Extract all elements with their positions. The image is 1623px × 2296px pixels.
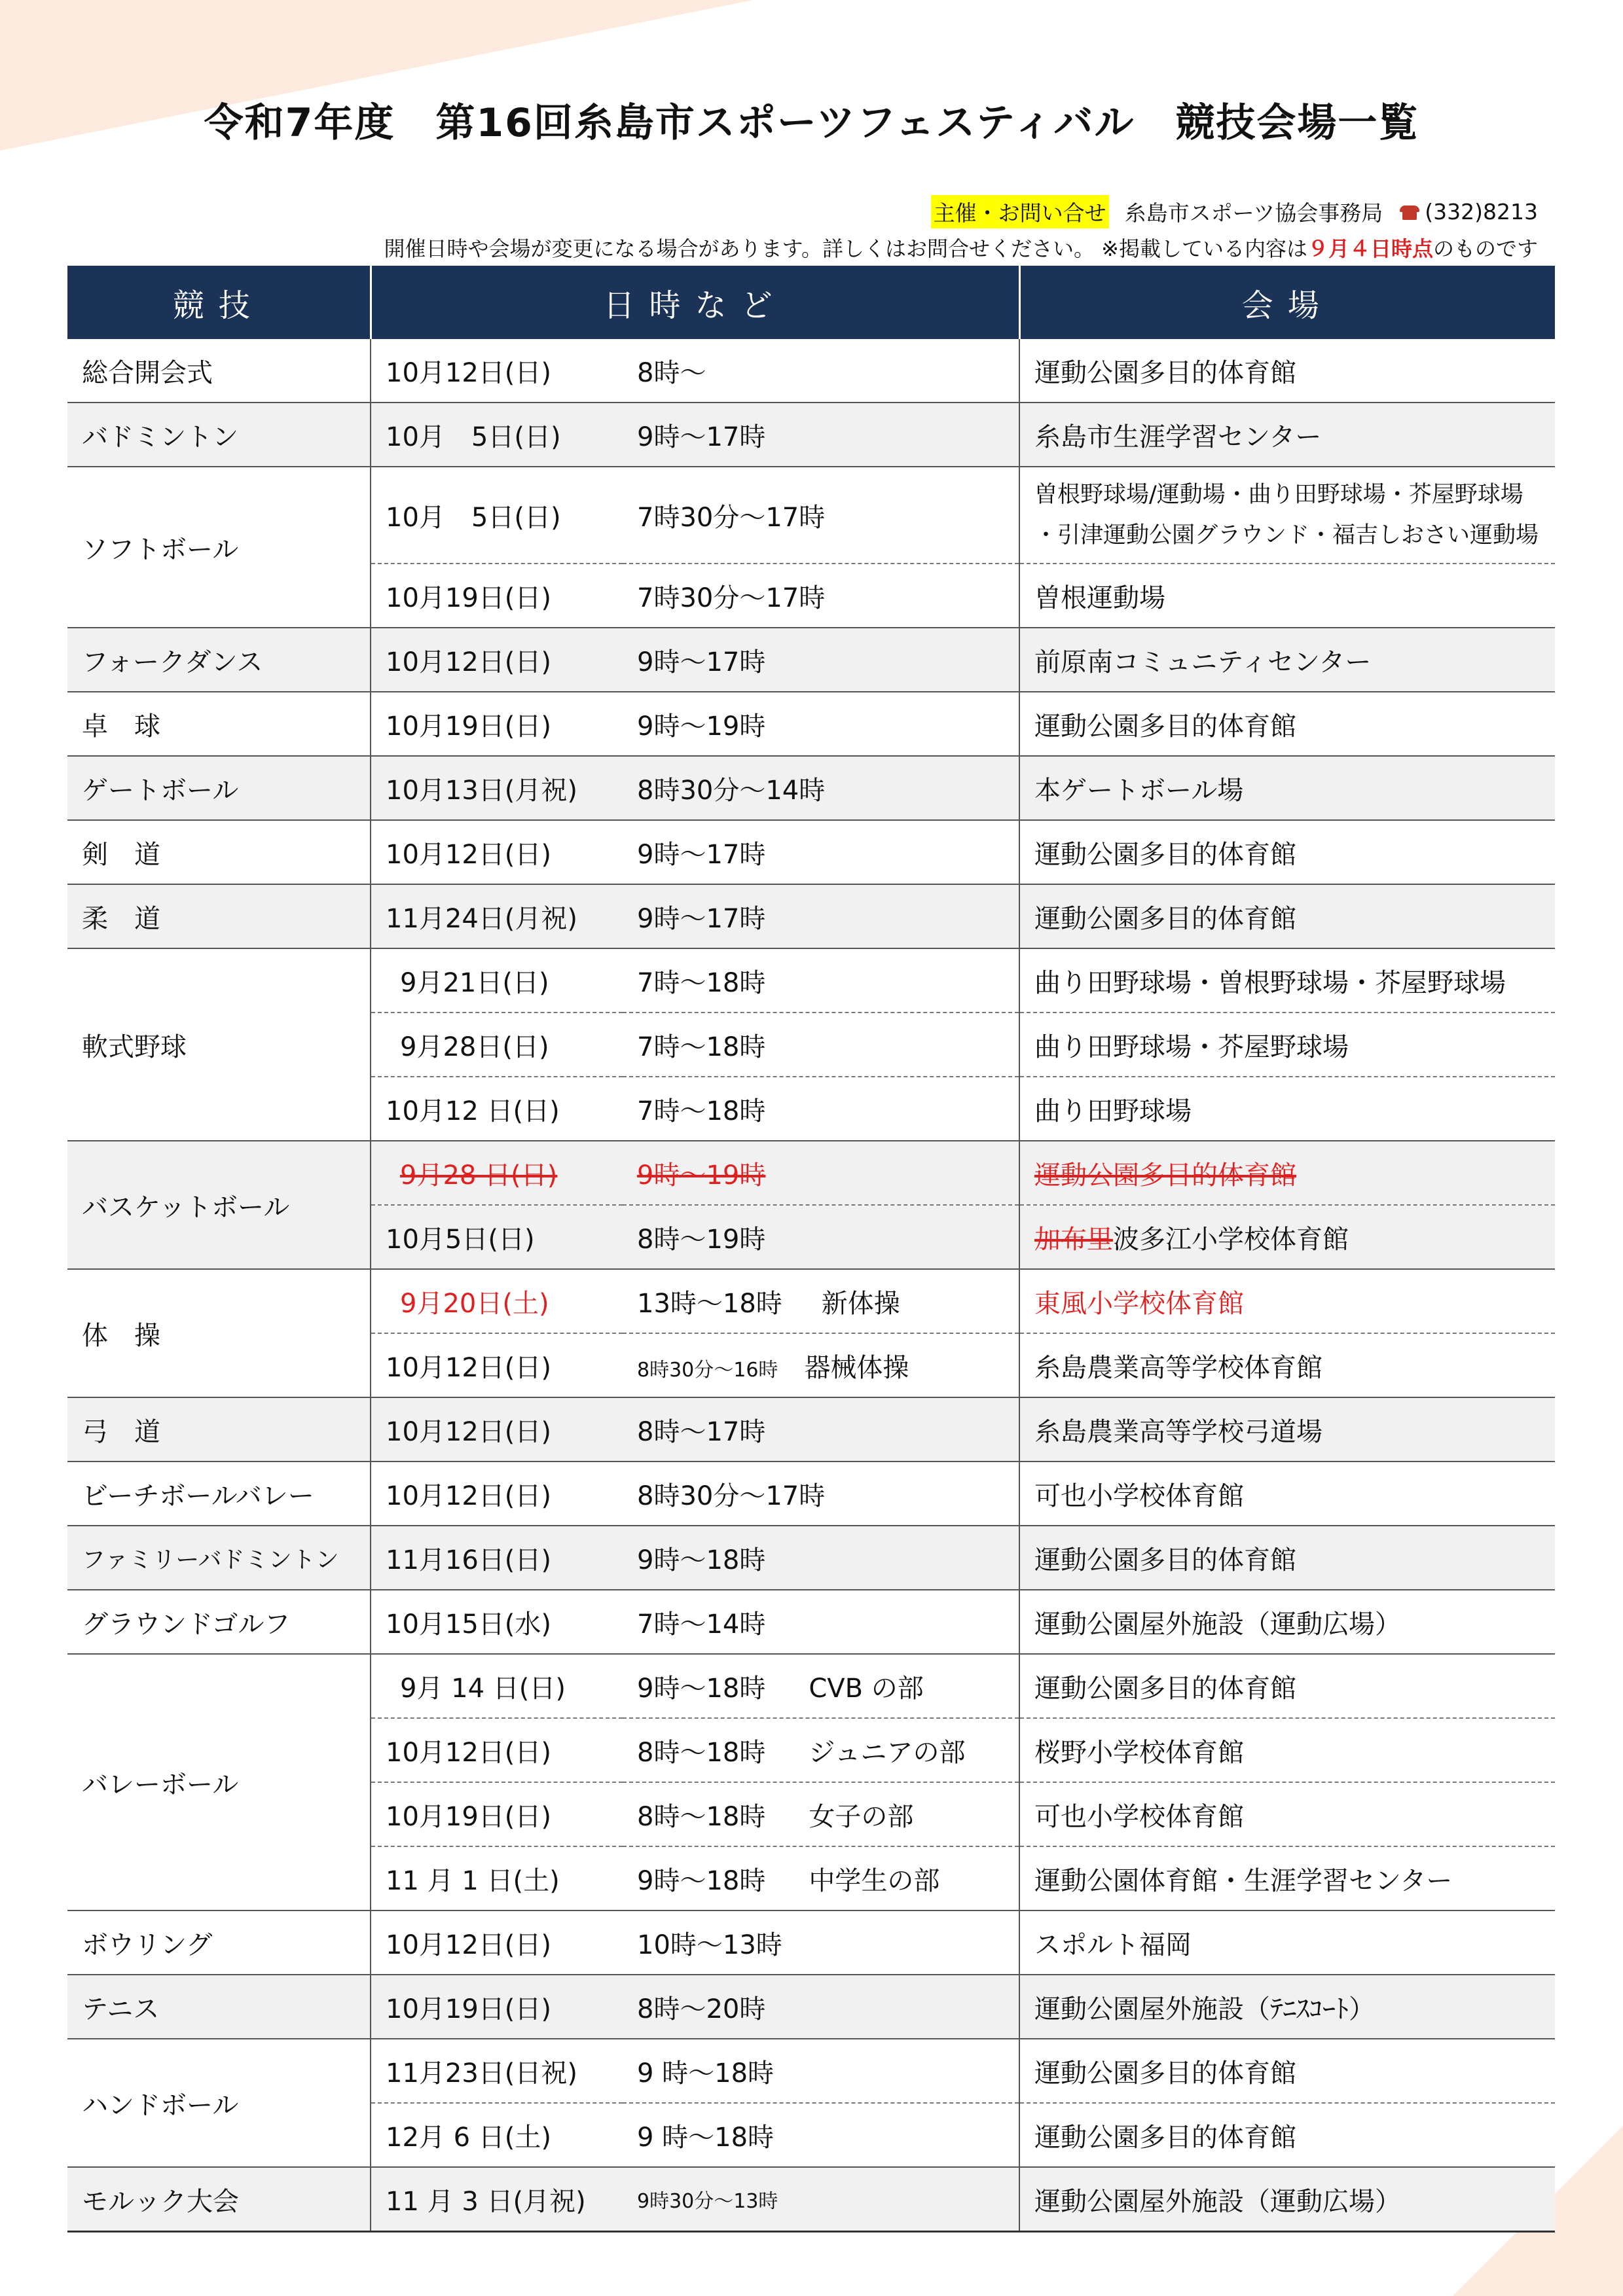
sport-name: バレーボール: [67, 1654, 371, 1910]
sport-name: 総合開会式: [67, 339, 371, 403]
table-row: [67, 884, 1555, 948]
sport-name: ビーチボールバレー: [67, 1462, 371, 1526]
event-venue: スポルト福岡: [1019, 1910, 1555, 1975]
phone-icon: [1398, 204, 1421, 221]
header-venue: 会場: [1019, 266, 1555, 339]
event-time: 8時～: [623, 339, 1019, 403]
event-note: 新体操: [821, 1288, 900, 1319]
sport-name: 軟式野球: [67, 948, 371, 1141]
sport-name: 柔 道: [67, 884, 371, 948]
header-datetime: 日時など: [371, 266, 1019, 339]
event-time: 9時～17時: [623, 403, 1019, 467]
venue-removed: 加布里: [1034, 1224, 1114, 1255]
event-venue: 曽根運動場: [1019, 564, 1555, 628]
event-date: 11月16日(日): [371, 1526, 623, 1590]
event-date: 10月 5日(日): [371, 403, 623, 467]
table-row: [67, 403, 1555, 467]
contact-info: [931, 195, 1538, 228]
event-date: 9月21日(日): [371, 948, 623, 1013]
event-venue: 運動公園屋外施設（運動広場）: [1019, 1590, 1555, 1654]
event-venue: 運動公園多目的体育館: [1019, 884, 1555, 948]
event-date: 11月24日(月祝): [371, 884, 623, 948]
event-date: 10月13日(月祝): [371, 756, 623, 820]
event-venue: 糸島農業高等学校弓道場: [1019, 1397, 1555, 1462]
table-row: [67, 1975, 1555, 2039]
sport-name: ゲートボール: [67, 756, 371, 820]
sport-name: 卓 球: [67, 692, 371, 756]
event-date: 10月12日(日): [371, 1333, 623, 1397]
event-time: 7時～18時: [623, 948, 1019, 1013]
event-time: 9 時～18時: [623, 2039, 1019, 2103]
table-row: [67, 2167, 1555, 2232]
event-note: CVB の部: [809, 1673, 924, 1704]
event-venue: 運動公園体育館・生涯学習センター: [1019, 1846, 1555, 1910]
sport-name: グラウンドゴルフ: [67, 1590, 371, 1654]
table-row: [67, 756, 1555, 820]
table-row: [67, 1141, 1555, 1205]
event-time: 13時～18時 新体操: [623, 1269, 1019, 1333]
event-venue: 運動公園多目的体育館: [1019, 2039, 1555, 2103]
sport-name: ファミリーバドミントン: [67, 1526, 371, 1590]
event-venue: 可也小学校体育館: [1019, 1462, 1555, 1526]
table-row: [67, 1269, 1555, 1333]
event-venue: 糸島市生涯学習センター: [1019, 403, 1555, 467]
organizer-label: 主催・お問い合せ: [931, 195, 1109, 228]
phone-contact: [1398, 199, 1538, 224]
event-venue-cancelled: 運動公園多目的体育館: [1019, 1141, 1555, 1205]
organizer-name: 糸島市スポーツ協会事務局: [1124, 200, 1383, 226]
event-venue: 可也小学校体育館: [1019, 1782, 1555, 1846]
sport-name: 剣 道: [67, 820, 371, 884]
table-row: [67, 1397, 1555, 1462]
event-date: 10月12日(日): [371, 628, 623, 692]
sport-name: 弓 道: [67, 1397, 371, 1462]
event-time: 8時30分～14時: [623, 756, 1019, 820]
event-date: 10月19日(日): [371, 1975, 623, 2039]
event-time: 10時～13時: [623, 1910, 1019, 1975]
event-venue: 運動公園屋外施設（ﾃﾆｽｺｰﾄ）: [1019, 1975, 1555, 2039]
event-venue: 曲り田野球場・曽根野球場・芥屋野球場: [1019, 948, 1555, 1013]
event-date: 10月5日(日): [371, 1205, 623, 1269]
event-date: 10月19日(日): [371, 564, 623, 628]
event-date: 10月12日(日): [371, 1462, 623, 1526]
page-title: 令和7年度 第16回糸島市スポーツフェスティバル 競技会場一覧: [204, 100, 1419, 146]
notice-text: 開催日時や会場が変更になる場合があります。詳しくはお問合せください。 ※掲載している内容は９月４日時点のものです: [384, 236, 1538, 261]
event-time-cancelled: 9時～19時: [623, 1141, 1019, 1205]
event-note: 女子の部: [809, 1801, 914, 1832]
event-date: 10月12日(日): [371, 339, 623, 403]
event-venue: 曲り田野球場・芥屋野球場: [1019, 1013, 1555, 1077]
sport-name: ソフトボール: [67, 467, 371, 628]
event-date: 11 月 1 日(土): [371, 1846, 623, 1910]
phone-number: (332)8213: [1425, 199, 1538, 224]
header-sport: 競技: [67, 266, 371, 339]
event-time: 8時～18時 女子の部: [623, 1782, 1019, 1846]
sport-name: ボウリング: [67, 1910, 371, 1975]
event-date: 12月 6 日(土): [371, 2103, 623, 2167]
event-venue: 運動公園多目的体育館: [1019, 339, 1555, 403]
notice-date: ９月４日時点: [1307, 236, 1433, 261]
event-time: 9時30分～13時: [623, 2167, 1019, 2232]
table-header-row: [67, 266, 1555, 339]
event-venue: 運動公園多目的体育館: [1019, 1526, 1555, 1590]
sport-name: 体 操: [67, 1269, 371, 1397]
table-row: [67, 467, 1555, 564]
event-time: 8時30分～16時 器械体操: [623, 1333, 1019, 1397]
event-date-cancelled: 9月28 日(日): [371, 1141, 623, 1205]
sport-name: モルック大会: [67, 2167, 371, 2232]
event-time: 9 時～18時: [623, 2103, 1019, 2167]
event-time: 8時～20時: [623, 1975, 1019, 2039]
event-time: 9時～18時: [623, 1526, 1019, 1590]
event-venue: 運動公園多目的体育館: [1019, 692, 1555, 756]
event-time: 7時～18時: [623, 1077, 1019, 1141]
sport-name: ハンドボール: [67, 2039, 371, 2167]
table-row: [67, 1590, 1555, 1654]
event-venue: 東風小学校体育館: [1019, 1269, 1555, 1333]
table-row: [67, 1654, 1555, 1718]
event-time: 9時～17時: [623, 628, 1019, 692]
table-row: [67, 820, 1555, 884]
event-venue: 桜野小学校体育館: [1019, 1718, 1555, 1782]
event-venue: 糸島農業高等学校体育館: [1019, 1333, 1555, 1397]
table-row: [67, 339, 1555, 403]
sport-name: テニス: [67, 1975, 371, 2039]
table-row: [67, 1526, 1555, 1590]
event-time: 8時～17時: [623, 1397, 1019, 1462]
event-venue: 運動公園多目的体育館: [1019, 1654, 1555, 1718]
event-date: 11 月 3 日(月祝): [371, 2167, 623, 2232]
event-time: 9時～19時: [623, 692, 1019, 756]
event-venue: 本ゲートボール場: [1019, 756, 1555, 820]
event-date: 9月28日(日): [371, 1013, 623, 1077]
event-venue: 運動公園多目的体育館: [1019, 820, 1555, 884]
event-date: 9月 14 日(日): [371, 1654, 623, 1718]
sport-name: フォークダンス: [67, 628, 371, 692]
event-date: 10月19日(日): [371, 692, 623, 756]
event-venue: 曽根野球場/運動場・曲り田野球場・芥屋野球場 ・引津運動公園グラウンド・福吉しおさい運動場: [1019, 467, 1555, 564]
table-row: [67, 948, 1555, 1013]
event-venue: 加布里波多江小学校体育館: [1019, 1205, 1555, 1269]
event-venue: 曲り田野球場: [1019, 1077, 1555, 1141]
sport-name: バスケットボール: [67, 1141, 371, 1269]
event-venue: 運動公園多目的体育館: [1019, 2103, 1555, 2167]
event-time: 8時30分～17時: [623, 1462, 1019, 1526]
event-date: 10月19日(日): [371, 1782, 623, 1846]
event-venue: 運動公園屋外施設（運動広場）: [1019, 2167, 1555, 2232]
event-venue: 前原南コミュニティセンター: [1019, 628, 1555, 692]
table-row: [67, 692, 1555, 756]
schedule-table: [67, 266, 1555, 2233]
event-note: 中学生の部: [809, 1865, 940, 1896]
event-date: 10月15日(水): [371, 1590, 623, 1654]
event-time: 7時～14時: [623, 1590, 1019, 1654]
event-date: 10月12日(日): [371, 1397, 623, 1462]
event-time: 9時～17時: [623, 884, 1019, 948]
event-time: 8時～18時 ジュニアの部: [623, 1718, 1019, 1782]
event-time: 7時～18時: [623, 1013, 1019, 1077]
event-time: 7時30分～17時: [623, 564, 1019, 628]
event-time: 9時～17時: [623, 820, 1019, 884]
table-row: [67, 628, 1555, 692]
event-time: 7時30分～17時: [623, 467, 1019, 564]
event-time: 8時～19時: [623, 1205, 1019, 1269]
event-time: 9時～18時 中学生の部: [623, 1846, 1019, 1910]
table-row: [67, 1462, 1555, 1526]
event-date: 9月20日(土): [371, 1269, 623, 1333]
event-note: ジュニアの部: [809, 1737, 966, 1768]
event-date: 10月12日(日): [371, 1718, 623, 1782]
event-date: 10月12日(日): [371, 1910, 623, 1975]
event-note: 器械体操: [804, 1352, 909, 1383]
event-time: 9時～18時 CVB の部: [623, 1654, 1019, 1718]
table-row: [67, 2039, 1555, 2103]
event-date: 10月12日(日): [371, 820, 623, 884]
table-row: [67, 1910, 1555, 1975]
event-date: 10月 5日(日): [371, 467, 623, 564]
event-date: 10月12 日(日): [371, 1077, 623, 1141]
sport-name: バドミントン: [67, 403, 371, 467]
event-date: 11月23日(日祝): [371, 2039, 623, 2103]
